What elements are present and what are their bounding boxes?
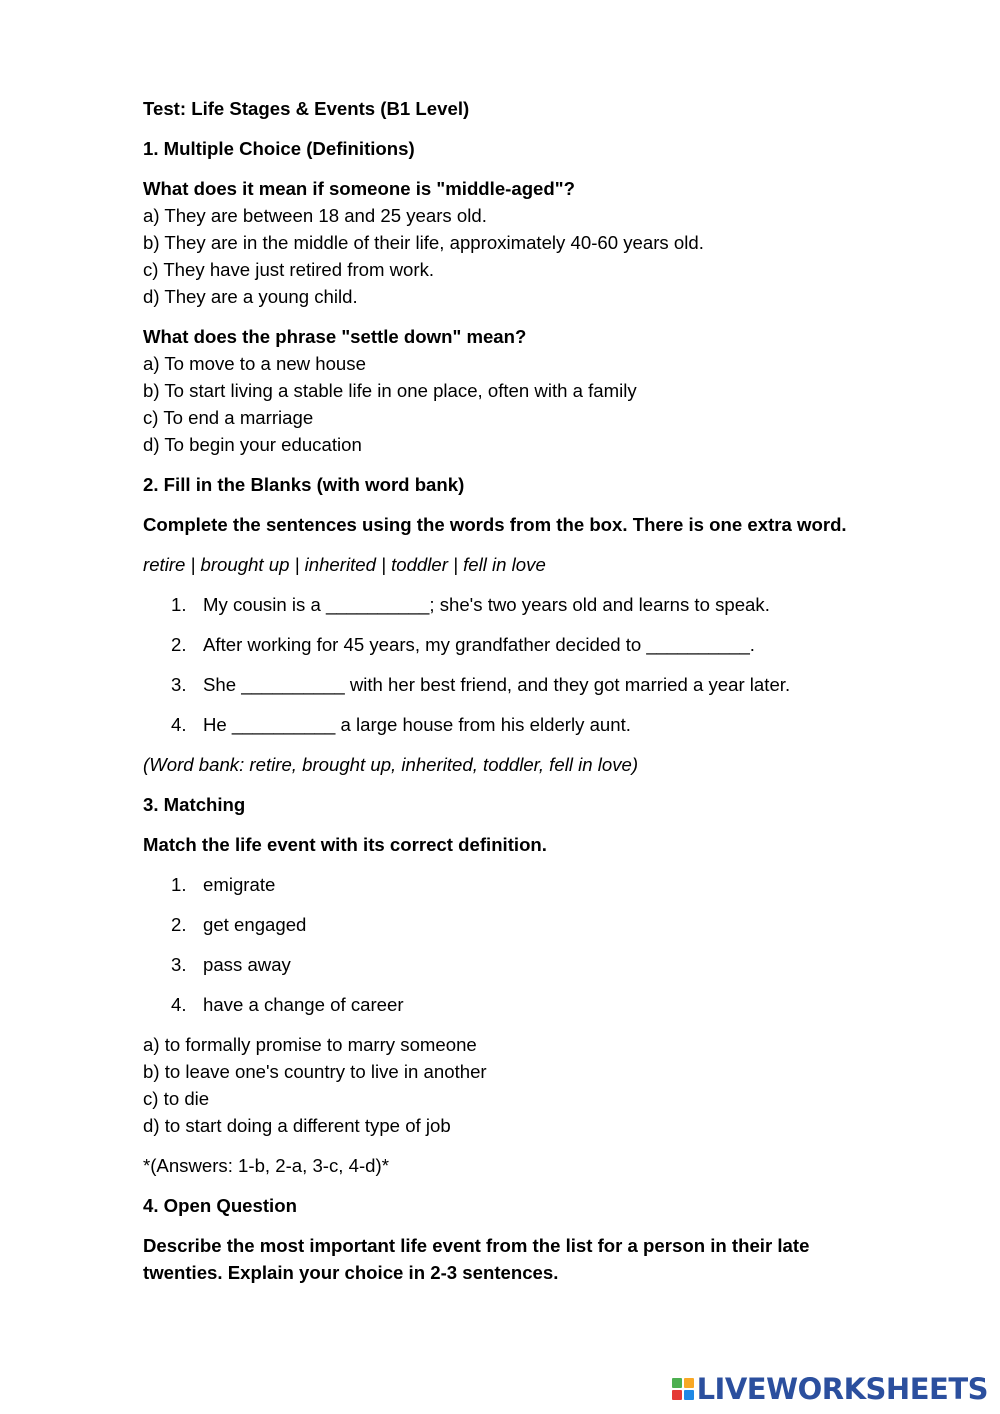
- option: d) To begin your education: [143, 434, 362, 455]
- section2-instruction: Complete the sentences using the words from the box. There is one extra word.: [143, 514, 847, 535]
- item-number: 2.: [171, 634, 187, 655]
- item-number: 3.: [171, 954, 187, 975]
- list-item: [143, 871, 943, 898]
- logo-square: [672, 1378, 682, 1388]
- open-question-prompt: Describe the most important life event from the list for a person in their late twenties. Explain your choice in 2-3 sentences.: [143, 1235, 810, 1283]
- item-text: pass away: [203, 954, 291, 975]
- list-item: [143, 711, 943, 738]
- item-text: After working for 45 years, my grandfather decided to __________.: [203, 634, 755, 655]
- definition: b) to leave one's country to live in another: [143, 1061, 487, 1082]
- list-item: [143, 631, 943, 658]
- item-number: 1.: [171, 594, 187, 615]
- section3-heading: 3. Matching: [143, 794, 246, 815]
- definition: d) to start doing a different type of job: [143, 1115, 451, 1136]
- option: b) They are in the middle of their life, approximately 40-60 years old.: [143, 232, 704, 253]
- list-item: [143, 991, 943, 1018]
- logo-text: LIVEWORKSHEETS: [696, 1372, 988, 1406]
- item-text: emigrate: [203, 874, 276, 895]
- option: a) They are between 18 and 25 years old.: [143, 205, 487, 226]
- item-number: 3.: [171, 674, 187, 695]
- word-bank-note: (Word bank: retire, brought up, inherited, toddler, fell in love): [143, 754, 639, 775]
- definitions: [143, 1031, 943, 1139]
- section2-heading: 2. Fill in the Blanks (with word bank): [143, 474, 465, 495]
- section3-instruction: Match the life event with its correct definition.: [143, 834, 547, 855]
- definition: a) to formally promise to marry someone: [143, 1034, 477, 1055]
- option: c) To end a marriage: [143, 407, 314, 428]
- worksheet: [143, 95, 943, 1286]
- item-text: get engaged: [203, 914, 307, 935]
- list-item: [143, 671, 943, 698]
- fill-in-list: [143, 591, 943, 738]
- item-number: 2.: [171, 914, 187, 935]
- item-number: 4.: [171, 714, 187, 735]
- item-number: 4.: [171, 994, 187, 1015]
- item-number: 1.: [171, 874, 187, 895]
- list-item: [143, 951, 943, 978]
- liveworksheets-logo: [672, 1372, 988, 1406]
- word-box: retire | brought up | inherited | toddler | fell in love: [143, 554, 546, 575]
- option: c) They have just retired from work.: [143, 259, 435, 280]
- item-text: My cousin is a __________; she's two years old and learns to speak.: [203, 594, 770, 615]
- matching-list: [143, 871, 943, 1018]
- logo-mark-icon: [672, 1378, 694, 1400]
- section4-heading: 4. Open Question: [143, 1195, 297, 1216]
- question-2: [143, 323, 943, 458]
- logo-square: [684, 1378, 694, 1388]
- list-item: [143, 911, 943, 938]
- option: a) To move to a new house: [143, 353, 366, 374]
- option: b) To start living a stable life in one place, often with a family: [143, 380, 637, 401]
- page-title: Test: Life Stages & Events (B1 Level): [143, 98, 470, 119]
- definition: c) to die: [143, 1088, 210, 1109]
- section1-heading: 1. Multiple Choice (Definitions): [143, 138, 415, 159]
- logo-square: [684, 1390, 694, 1400]
- item-text: She __________ with her best friend, and they got married a year later.: [203, 674, 791, 695]
- question-1-text: What does it mean if someone is "middle-aged"?: [143, 178, 575, 199]
- item-text: have a change of career: [203, 994, 404, 1015]
- item-text: He __________ a large house from his elderly aunt.: [203, 714, 631, 735]
- question-2-text: What does the phrase "settle down" mean?: [143, 326, 527, 347]
- logo-square: [672, 1390, 682, 1400]
- option: d) They are a young child.: [143, 286, 358, 307]
- answers-note: *(Answers: 1-b, 2-a, 3-c, 4-d)*: [143, 1155, 389, 1176]
- question-1: [143, 175, 943, 310]
- list-item: [143, 591, 943, 618]
